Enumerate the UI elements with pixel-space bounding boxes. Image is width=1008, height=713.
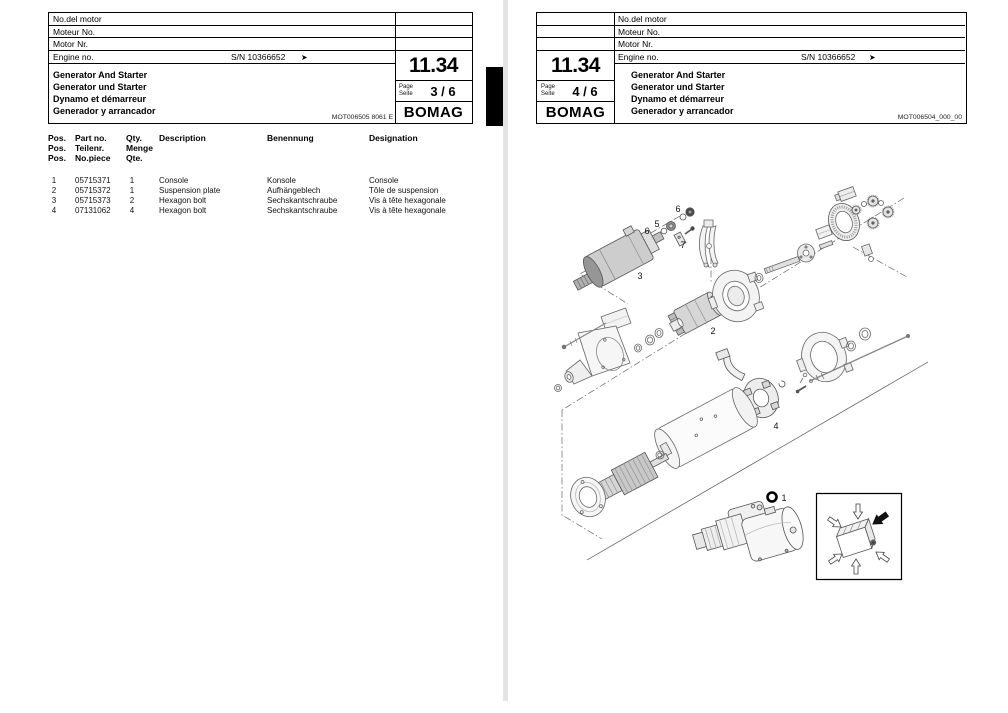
cell-part-no: 05715371: [75, 176, 111, 185]
cell-pos: 4: [51, 206, 57, 215]
serial-range-arrow-icon: ➤: [869, 53, 876, 62]
small-parts: [862, 244, 874, 262]
cell-benennung: Sechskantschraube: [267, 206, 338, 215]
title-block: [48, 12, 473, 124]
spacer-rings-right: [847, 328, 871, 351]
cell-part-no: 05715372: [75, 186, 111, 195]
motor-label-row: [49, 26, 395, 38]
cell-benennung: Konsole: [267, 176, 296, 185]
page-number: 4 / 6: [572, 84, 598, 99]
cell-benennung: Aufhängeblech: [267, 186, 321, 195]
motor-label: No.del motor: [618, 14, 667, 24]
page-word-de: Seite: [541, 91, 555, 97]
cell-designation: Tôle de suspension: [369, 186, 439, 195]
motor-label: Moteur No.: [618, 27, 661, 37]
inset-detail-box: [817, 494, 902, 580]
page-word-de: Seite: [399, 91, 413, 97]
exploded-diagram: [540, 170, 980, 600]
motor-label-row: [49, 38, 395, 51]
drive-housing-part: [555, 308, 631, 391]
motor-label: Motor Nr.: [53, 39, 88, 49]
cell-designation: Vis à tête hexagonale: [369, 196, 446, 205]
section-number: 11.34: [537, 51, 614, 81]
cell-pos: 3: [51, 196, 57, 205]
document-code: MOT006504_000_00: [897, 114, 962, 121]
engine-no-label: Engine no.: [53, 52, 94, 62]
section-title-fr: Dynamo et démarreur: [53, 94, 147, 104]
callout-4: 4: [773, 421, 779, 431]
title-block: [536, 12, 967, 124]
terminal-connector-part: [834, 187, 856, 203]
section-title-de: Generator und Starter: [53, 82, 147, 92]
callout-7: 7: [680, 240, 686, 250]
spacer-rings-left: [635, 318, 685, 352]
section-title-fr: Dynamo et démarreur: [631, 94, 725, 104]
section-number: 11.34: [395, 51, 472, 81]
engine-no-row: [614, 51, 965, 64]
commutator-end-housing-part: [790, 324, 858, 389]
section-title-de: Generator und Starter: [631, 82, 725, 92]
callout-5: 5: [654, 219, 660, 229]
page-word-en: Page: [399, 84, 414, 90]
motor-label-row: [614, 38, 965, 51]
cell-description: Hexagon bolt: [159, 206, 207, 215]
empty-cell: [395, 13, 472, 26]
engagement-lever-part: [699, 220, 718, 267]
motor-label-row: [614, 13, 965, 26]
cell-qty: 1: [129, 186, 135, 195]
manual-page-left: [0, 0, 503, 713]
callout-1: 1: [781, 493, 787, 503]
cell-part-no: 05715373: [75, 196, 111, 205]
cell-qty: 1: [129, 176, 135, 185]
callout-6a: 6: [675, 204, 681, 214]
empty-cell: [537, 38, 614, 51]
table-row: [0, 196, 503, 206]
cell-pos: 1: [51, 176, 57, 185]
section-title-en: Generator And Starter: [53, 70, 148, 80]
col-header-pos: Pos. Pos. Pos.: [48, 133, 66, 163]
bomag-logo: BOMAG: [545, 104, 606, 121]
motor-label: Motor Nr.: [618, 39, 653, 49]
callout-2: 2: [710, 326, 716, 336]
callout-6b: 6: [644, 226, 650, 236]
col-header-qty: Qty. Menge Qte.: [126, 133, 153, 163]
cell-description: Hexagon bolt: [159, 196, 207, 205]
cell-designation: Console: [369, 176, 399, 185]
engine-serial: S/N 10366652: [801, 52, 856, 62]
table-row: [0, 186, 503, 196]
engine-no-row: [49, 51, 395, 64]
section-title-en: Generator And Starter: [631, 70, 726, 80]
callout-3: 3: [637, 271, 643, 281]
ring-gear-part: [823, 199, 864, 245]
motor-label: Moteur No.: [53, 27, 96, 37]
section-title-es: Generador y arrancador: [53, 106, 156, 116]
table-row: [0, 206, 503, 216]
motor-label-row: [49, 13, 395, 26]
assembled-starter: [689, 492, 808, 577]
cell-qty: 4: [129, 206, 135, 215]
motor-label: No.del motor: [53, 14, 102, 24]
engine-no-label: Engine no.: [618, 52, 659, 62]
o-ring-symbol: [768, 493, 777, 502]
col-header-description: Description: [159, 133, 206, 143]
engine-serial: S/N 10366652: [231, 52, 286, 62]
col-header-designation: Designation: [369, 133, 418, 143]
col-header-benennung: Benennung: [267, 133, 314, 143]
cell-qty: 2: [129, 196, 135, 205]
cell-benennung: Sechskantschraube: [267, 196, 338, 205]
manual-page-right: [508, 0, 1008, 713]
section-title-es: Generador y arrancador: [631, 106, 734, 116]
bomag-logo: BOMAG: [403, 104, 464, 121]
cell-part-no: 07131062: [75, 206, 111, 215]
motor-label-row: [614, 26, 965, 38]
output-shaft-part: [764, 241, 833, 274]
table-row: [0, 176, 503, 186]
cell-description: Suspension plate: [159, 186, 221, 195]
empty-cell: [395, 38, 472, 51]
cell-designation: Vis à tête hexagonale: [369, 206, 446, 215]
serial-range-arrow-icon: ➤: [301, 53, 308, 62]
cell-pos: 2: [51, 186, 57, 195]
empty-cell: [537, 26, 614, 38]
page-word-en: Page: [541, 84, 556, 90]
page-number-box: [537, 81, 614, 102]
empty-cell: [537, 13, 614, 26]
col-header-part: Part no. Teilenr. No.piece: [75, 133, 111, 163]
empty-cell: [395, 26, 472, 38]
document-code: MOT006505 8061 E: [331, 114, 393, 121]
page-number: 3 / 6: [430, 84, 456, 99]
section-thumb-tab: [486, 67, 503, 126]
cell-description: Console: [159, 176, 189, 185]
page-number-box: [395, 81, 472, 102]
c-clip: [779, 381, 785, 387]
